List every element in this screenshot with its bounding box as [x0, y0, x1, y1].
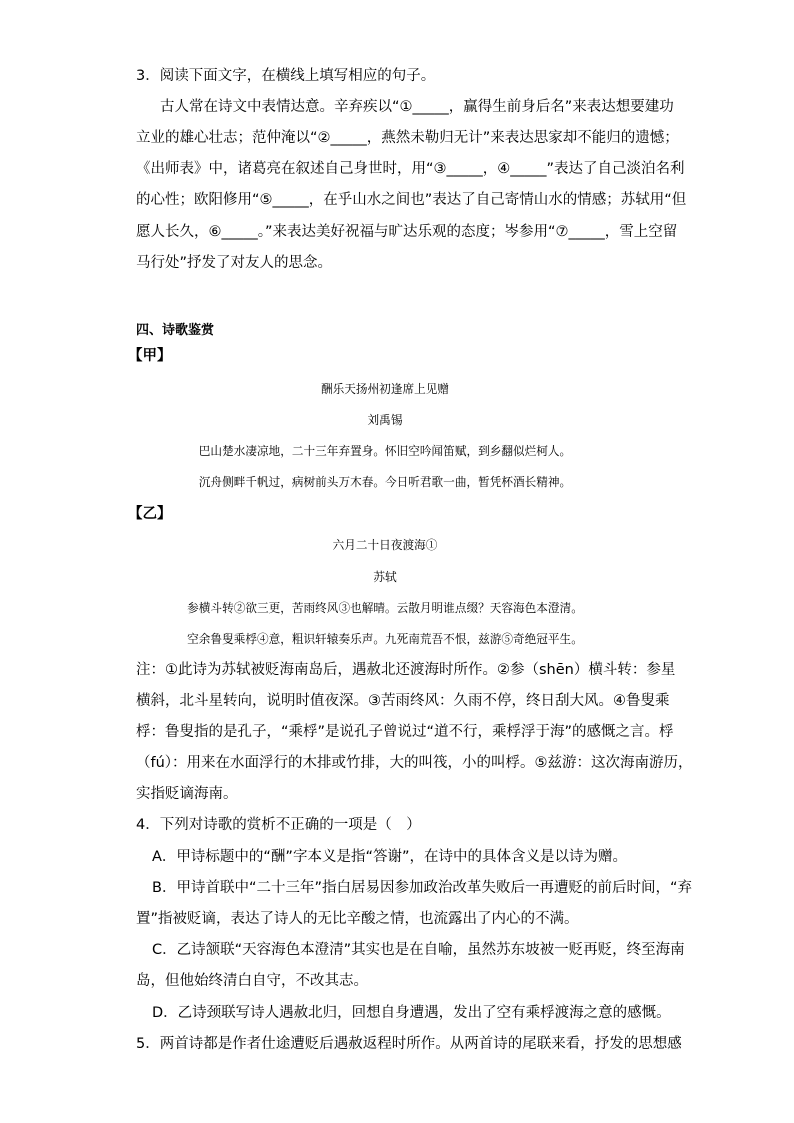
q3-line-5: 愿人长久，⑥_____。”来表达美好祝福与旷达乐观的态度；岑参用“⑦_____，雪上空留: [136, 224, 678, 240]
section-title: 四、诗歌鉴赏: [136, 323, 215, 338]
q4-option-c: C．乙诗颔联“天容海色本澄清”其实也是在自喻，虽然苏东坡被一贬再贬，终至海南: [152, 942, 685, 958]
notes-line-1: 注：①此诗为苏轼被贬海南岛后，遇赦北还渡海时所作。②参（shēn）横斗转：参星: [136, 662, 676, 678]
q3-header: 3．阅读下面文字，在横线上填写相应的句子。: [136, 68, 436, 84]
q3-line-2: 立业的雄心壮志；范仲淹以“②_____，燕然未勒归无计”来表达思家却不能归的遗憾；: [136, 130, 679, 146]
poem1-line-2: 沉舟侧畔千帆过，病树前头万木春。今日听君歌一曲，暂凭杯酒长精神。: [198, 475, 572, 489]
poem-yi-label: 【乙】: [128, 506, 172, 522]
poem1-line-1: 巴山楚水凄凉地，二十三年弃置身。怀旧空吟闻笛赋，到乡翻似烂柯人。: [198, 444, 572, 458]
q4-option-b: B．甲诗首联中“二十三年”指白居易因参加政治改革失败后一再遭贬的前后时间，“弃: [152, 880, 692, 896]
notes-line-2: 横斜，北斗星转向，说明时值夜深。③苦雨终风：久雨不停，终日刮大风。④鲁叟乘: [136, 693, 670, 709]
q4-option-a: A．甲诗标题中的“酬”字本义是指“答谢”，在诗中的具体含义是以诗为赠。: [152, 849, 627, 865]
poem2-title: 六月二十日夜渡海①: [332, 538, 438, 552]
q5-stem: 5．两首诗都是作者仕途遭贬后遇赦返程时所作。从两首诗的尾联来看，抒发的思想感: [136, 1036, 682, 1052]
q4-stem: 4．下列对诗歌的赏析不正确的一项是（ ）: [136, 817, 421, 833]
q3-line-6: 马行处”抒发了对友人的思念。: [136, 255, 333, 271]
notes-line-4: （fú）：用来在水面浮行的木排或竹排，大的叫筏，小的叫桴。⑤兹游：这次海南游历，: [136, 755, 693, 771]
poem1-author: 刘禹锡: [367, 413, 403, 427]
q4-option-d: D．乙诗颈联写诗人遇赦北归，回想自身遭遇，发出了空有乘桴渡海之意的感慨。: [152, 1005, 671, 1021]
poem1-title: 酬乐天扬州初逢席上见赠: [320, 382, 450, 396]
notes-line-3: 桴：鲁叟指的是孔子，“乘桴”是说孔子曾说过“道不行，乘桴浮于海”的感慨之言。桴: [136, 724, 674, 740]
q4-option-b-cont: 置”指被贬谪，表达了诗人的无比辛酸之情，也流露出了内心的不满。: [136, 911, 579, 927]
poem2-line-1: 参横斗转②欲三更，苦雨终风③也解晴。云散月明谁点缀？天容海色本澄清。: [187, 601, 583, 615]
poem2-author: 苏轼: [373, 570, 397, 584]
q3-line-4: 的心性；欧阳修用“⑤_____，在乎山水之间也”表达了自己寄情山水的情感；苏轼用“但: [136, 192, 687, 208]
notes-line-5: 实指贬谪海南。: [136, 786, 238, 802]
q3-line-3: 《出师表》中，诸葛亮在叙述自己身世时，用“③_____，④_____”表达了自己淡泊名利: [136, 161, 685, 177]
q4-option-c-cont: 岛，但他始终清白自守，不改其志。: [136, 973, 368, 989]
poem-jia-label: 【甲】: [128, 348, 172, 364]
poem2-line-2: 空余鲁叟乘桴④意，粗识轩辕奏乐声。九死南荒吾不恨，兹游⑤奇绝冠平生。: [187, 632, 583, 646]
q3-line-1: 古人常在诗文中表情达意。辛弃疾以“①_____，赢得生前身后名”来表达想要建功: [160, 99, 674, 115]
